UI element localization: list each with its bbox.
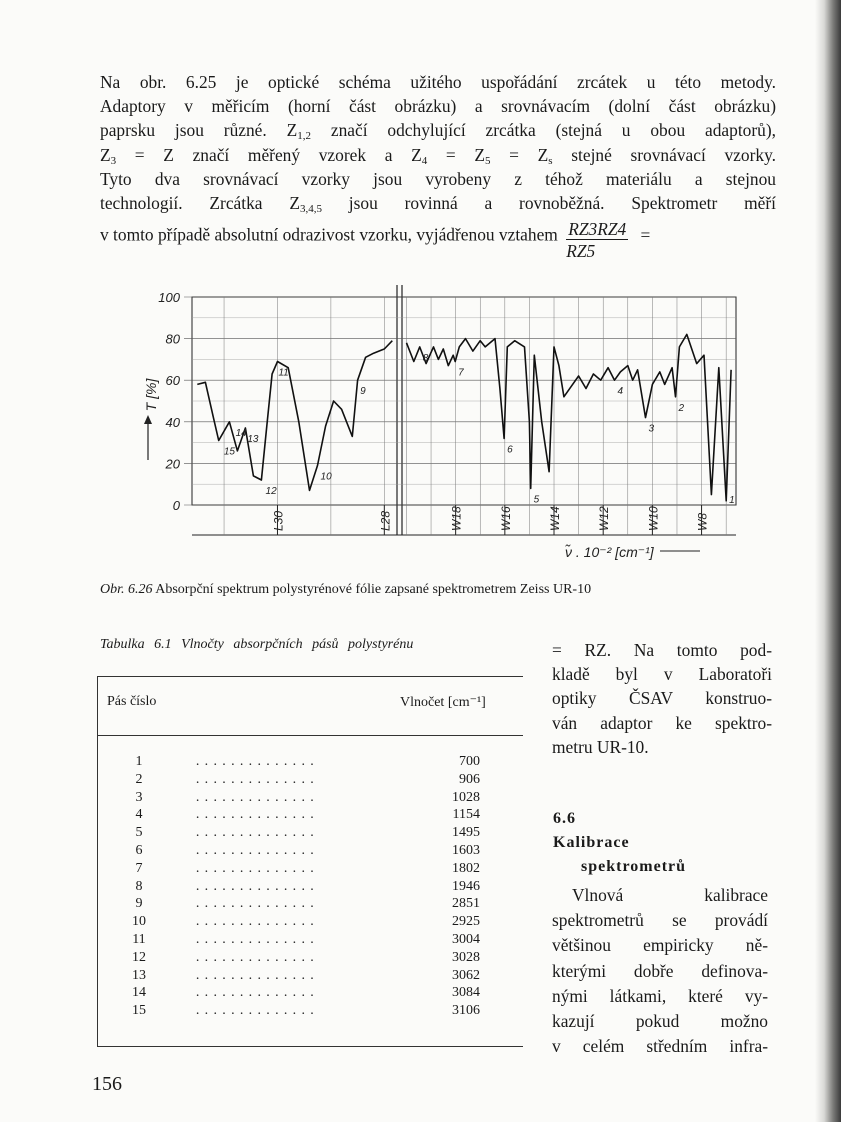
wavenumber-value: 1495 bbox=[452, 825, 480, 841]
spectrum-line bbox=[197, 341, 392, 491]
leader-dots: .............. bbox=[195, 949, 320, 965]
band-label: 1 bbox=[729, 495, 735, 506]
table-row bbox=[130, 842, 480, 860]
leader-dots: .............. bbox=[195, 878, 320, 894]
band-label: 11 bbox=[278, 367, 289, 379]
intro-line: Adaptory v měřicím (horní část obrázku) a srovnávacím (dolní část obrázku) bbox=[100, 96, 776, 117]
table-row bbox=[130, 789, 480, 807]
side-paragraph bbox=[552, 638, 772, 759]
reflectance-formula: $\frac{RZ3RZ4}{RZ5}$ bbox=[566, 219, 627, 262]
calib-line: spektrometrů se provádí bbox=[552, 910, 768, 931]
table-row bbox=[130, 806, 480, 824]
wavenumber-value: 2851 bbox=[452, 896, 480, 912]
leader-dots: .............. bbox=[195, 860, 320, 876]
leader-dots: .............. bbox=[195, 931, 320, 947]
wavenumber-value: 3028 bbox=[452, 949, 480, 965]
x-tick-label: L28 bbox=[378, 510, 393, 531]
leader-dots: .............. bbox=[195, 985, 320, 1001]
table-row bbox=[130, 967, 480, 985]
figure-caption-text: Absorpční spektrum polystyrénové fólie zapsané spektrometrem Zeiss UR-10 bbox=[152, 582, 592, 597]
chart-grid bbox=[184, 285, 736, 535]
leader-dots: .............. bbox=[195, 825, 320, 841]
section-title-line1: Kalibrace bbox=[553, 834, 630, 851]
band-number: 12 bbox=[131, 949, 146, 965]
leader-dots: .............. bbox=[195, 914, 320, 930]
spectrum-chart bbox=[140, 285, 750, 560]
section-heading bbox=[553, 807, 768, 879]
x-tick-label: W12 bbox=[597, 506, 612, 531]
band-number: 14 bbox=[131, 985, 146, 1001]
wavenumber-value: 1603 bbox=[452, 842, 480, 858]
y-tick-label: 100 bbox=[158, 290, 180, 305]
table-left-rule bbox=[97, 676, 98, 1047]
side-line: kladě byl v Laboratoři bbox=[552, 664, 772, 685]
wavenumber-value: 3062 bbox=[452, 967, 480, 983]
wavenumber-value: 906 bbox=[459, 771, 480, 787]
band-label: 10 bbox=[320, 471, 332, 483]
band-number: 6 bbox=[135, 842, 143, 858]
band-label: 2 bbox=[678, 402, 685, 414]
x-tick-label: L30 bbox=[271, 510, 286, 531]
band-label: 9 bbox=[360, 386, 366, 398]
page-number: 156 bbox=[92, 1073, 122, 1095]
leader-dots: .............. bbox=[195, 754, 320, 769]
band-number: 8 bbox=[135, 878, 143, 894]
y-axis-arrowhead bbox=[144, 415, 152, 424]
band-number: 2 bbox=[135, 771, 143, 787]
band-number: 4 bbox=[135, 807, 143, 823]
side-line: ván adaptor ke spektro- bbox=[552, 712, 772, 733]
table-title: Tabulka 6.1 Vlnočty absorpčních pásů polystyrénu bbox=[100, 637, 414, 652]
leader-dots: .............. bbox=[195, 789, 320, 805]
band-number: 7 bbox=[135, 860, 143, 876]
band-number: 9 bbox=[135, 896, 143, 912]
x-tick-label: W10 bbox=[646, 506, 661, 531]
intro-line: technologií. Zrcátka $Z_{3,4,5}$ jsou rovinná a rovnoběžná. Spektrometr měří bbox=[100, 192, 776, 215]
leader-dots: .............. bbox=[195, 967, 320, 983]
calibration-paragraph bbox=[552, 883, 768, 1059]
band-number: 15 bbox=[131, 1003, 146, 1019]
band-number: 10 bbox=[131, 914, 146, 930]
x-axis-label: ν̃ . 10⁻² [cm⁻¹] bbox=[565, 544, 654, 560]
y-axis-label: T [%] bbox=[143, 378, 159, 412]
x-tick-label: W8 bbox=[695, 513, 710, 531]
y-tick-label: 20 bbox=[165, 456, 180, 472]
band-label: 12 bbox=[265, 486, 277, 498]
wavenumber-value: 2925 bbox=[452, 914, 480, 930]
wavenumber-value: 3084 bbox=[452, 985, 480, 1001]
wavenumber-value: 1946 bbox=[452, 878, 480, 894]
section-number: 6.6 bbox=[553, 810, 576, 827]
intro-paragraph bbox=[100, 70, 776, 262]
table-header-rule bbox=[97, 735, 523, 736]
band-number: 11 bbox=[132, 931, 146, 947]
band-label: 3 bbox=[648, 423, 655, 435]
table-top-rule bbox=[97, 676, 523, 677]
table-row bbox=[130, 824, 480, 842]
table-body bbox=[130, 753, 480, 1020]
intro-line: Tyto dva srovnávací vzorky jsou vyrobeny z téhož materiálu a stejnou bbox=[100, 168, 776, 189]
band-label: 13 bbox=[247, 434, 259, 446]
y-tick-label: 0 bbox=[172, 498, 180, 513]
x-tick-label: W14 bbox=[548, 506, 563, 531]
book-binding-shadow bbox=[815, 0, 841, 1122]
wavenumber-value: 3106 bbox=[452, 1003, 480, 1019]
x-tick-label: W16 bbox=[498, 506, 513, 531]
band-number: 5 bbox=[135, 825, 143, 841]
table-row bbox=[130, 1002, 480, 1020]
table-row bbox=[130, 860, 480, 878]
band-label: 14 bbox=[235, 427, 247, 439]
band-label: 7 bbox=[458, 367, 464, 379]
table-row bbox=[130, 753, 480, 771]
side-line: optiky ČSAV konstruo- bbox=[552, 688, 772, 709]
leader-dots: .............. bbox=[195, 807, 320, 823]
band-label: 8 bbox=[422, 352, 429, 364]
table-row bbox=[130, 771, 480, 789]
figure-caption-label: Obr. 6.26 bbox=[100, 582, 153, 597]
band-number: 13 bbox=[131, 967, 146, 983]
table-row bbox=[130, 984, 480, 1002]
table-bottom-rule bbox=[97, 1046, 523, 1047]
table-header-wavenumber: Vlnočet [cm⁻¹] bbox=[400, 695, 486, 710]
band-label: 15 bbox=[223, 446, 235, 458]
table-row bbox=[130, 949, 480, 967]
table-row bbox=[130, 913, 480, 931]
table-row bbox=[130, 895, 480, 913]
wavenumber-value: 3004 bbox=[452, 931, 480, 947]
calib-line: většinou empiricky ně- bbox=[552, 935, 768, 956]
leader-dots: .............. bbox=[195, 1003, 320, 1019]
side-line: metru UR-10. bbox=[552, 736, 649, 757]
y-tick-label: 80 bbox=[165, 331, 180, 347]
wavenumber-value: 700 bbox=[459, 754, 480, 769]
band-label: 4 bbox=[617, 386, 624, 398]
section-title-line2: spektrometrů bbox=[581, 858, 687, 875]
wavenumber-value: 1028 bbox=[452, 789, 480, 805]
leader-dots: .............. bbox=[195, 842, 320, 858]
side-line: = RZ. Na tomto pod- bbox=[552, 640, 772, 660]
figure-caption bbox=[100, 582, 790, 598]
calib-line: kazují pokud možno bbox=[552, 1010, 768, 1031]
y-tick-label: 40 bbox=[165, 414, 180, 430]
intro-line: paprsku jsou různé. $Z_{1,2}$ značí odchylující zrcátka (stejná u obou adaptorů), bbox=[100, 120, 776, 143]
intro-line-formula: v tomto případě absolutní odrazivost vzorku, vyjádřenou vztahem $\frac{RZ3RZ4}{RZ5}$ = bbox=[100, 219, 651, 262]
band-label: 6 bbox=[507, 444, 513, 456]
band-label: 5 bbox=[533, 494, 540, 506]
intro-line: $Z_3 = Z$ značí měřený vzorek a $Z_4 = Z_5 = Z_s$ stejné srovnávací vzorky. bbox=[100, 144, 776, 167]
wavenumber-value: 1802 bbox=[452, 860, 480, 876]
x-tick-label: W18 bbox=[449, 506, 464, 531]
band-number: 3 bbox=[135, 789, 143, 805]
table-row bbox=[130, 931, 480, 949]
leader-dots: .............. bbox=[195, 771, 320, 787]
calib-line: Vlnová kalibrace bbox=[572, 885, 768, 905]
y-tick-label: 60 bbox=[165, 373, 180, 389]
table-row bbox=[130, 878, 480, 896]
intro-line: Na obr. 6.25 je optické schéma užitého uspořádání zrcátek u této metody. bbox=[100, 72, 776, 92]
band-number: 1 bbox=[135, 754, 143, 769]
wavenumber-value: 1154 bbox=[452, 807, 480, 823]
calib-line: nými látkami, které vy- bbox=[552, 985, 768, 1006]
calib-line: v celém středním infra- bbox=[552, 1036, 768, 1057]
calib-line: kterými dobře definova- bbox=[552, 960, 768, 981]
leader-dots: .............. bbox=[195, 896, 320, 912]
table-header-band-number: Pás číslo bbox=[107, 694, 157, 709]
